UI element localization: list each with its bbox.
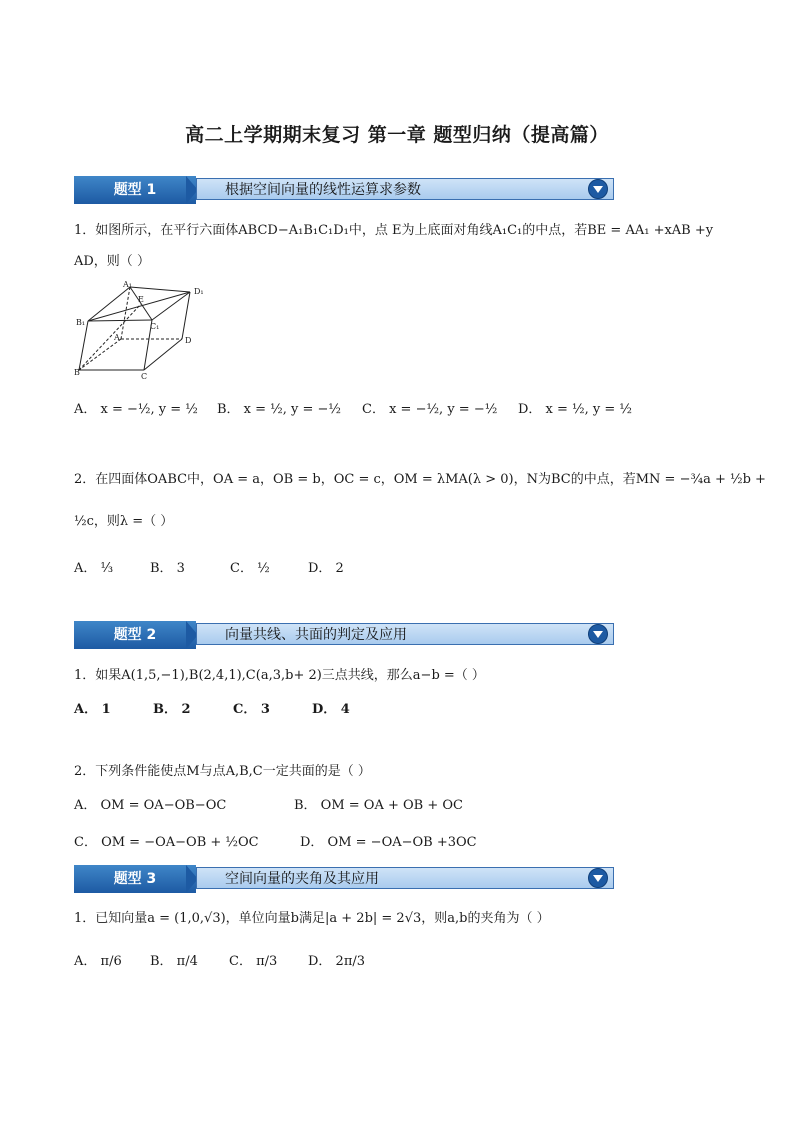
option-a[interactable]: A． 1 — [74, 702, 111, 717]
section-heading: 根据空间向量的线性运算求参数 — [196, 178, 614, 200]
label-A1: A₁ — [123, 280, 132, 289]
page-title: 高二上学期期末复习 第一章 题型归纳（提高篇） — [185, 124, 609, 146]
option-b[interactable]: B． 3 — [150, 561, 185, 576]
section-tag: 题型 1 — [74, 176, 196, 204]
section-heading: 向量共线、共面的判定及应用 — [196, 623, 614, 645]
label-B: B — [74, 368, 80, 377]
option-b[interactable]: B． 2 — [153, 702, 191, 717]
chevron-down-icon[interactable] — [588, 624, 608, 644]
option-c[interactable]: C． ½ — [230, 561, 270, 576]
option-d[interactable]: D． 2π/3 — [308, 954, 366, 969]
section-banner-2 — [74, 621, 614, 649]
option-d[interactable]: D． 2 — [308, 561, 344, 576]
section-tag: 题型 2 — [74, 621, 196, 649]
option-b[interactable]: B． x = ½, y = −½ — [217, 402, 342, 417]
option-c[interactable]: C． x = −½, y = −½ — [362, 402, 498, 417]
label-D1: D₁ — [194, 287, 204, 296]
question-text: 1．如果A(1,5,−1),B(2,4,1),C(a,3,b+ 2)三点共线，那么a−b =（ ） — [74, 668, 485, 683]
option-c[interactable]: C． π/3 — [229, 954, 278, 969]
label-D: D — [185, 336, 192, 345]
section-banner-3 — [74, 865, 614, 893]
option-a[interactable]: A． OM = OA−OB−OC — [74, 798, 227, 813]
section-heading: 空间向量的夹角及其应用 — [196, 867, 614, 889]
chevron-down-icon[interactable] — [588, 868, 608, 888]
chevron-down-icon[interactable] — [588, 179, 608, 199]
label-C: C — [141, 372, 148, 380]
option-b[interactable]: B． π/4 — [150, 954, 198, 969]
question-text-cont: AD，则（ ） — [74, 254, 150, 269]
section-tag: 题型 3 — [74, 865, 196, 893]
label-C1: C₁ — [150, 322, 160, 331]
option-b[interactable]: B． OM = OA + OB + OC — [294, 798, 463, 813]
question-text: 1．已知向量a = (1,0,√3)，单位向量b满足|a + 2b| = 2√3，则a,b的夹角为（ ） — [74, 911, 550, 926]
option-d[interactable]: D． 4 — [312, 702, 350, 717]
option-a[interactable]: A． π/6 — [74, 954, 122, 969]
question-text-cont: ½c，则λ =（ ） — [74, 514, 174, 529]
parallelepiped-figure — [74, 280, 214, 380]
question-text: 2．在四面体OABC中，OA = a，OB = b，OC = c，OM = λMA(λ > 0)，N为BC的中点，若MN = −¾a + ½b + — [74, 472, 766, 487]
option-a[interactable]: A． ⅓ — [74, 561, 114, 576]
question-text: 2．下列条件能使点M与点A,B,C一定共面的是（ ） — [74, 764, 371, 779]
option-d[interactable]: D． x = ½, y = ½ — [518, 402, 633, 417]
label-A: A — [114, 333, 120, 342]
label-B1: B₁ — [76, 318, 86, 327]
option-d[interactable]: D． OM = −OA−OB +3OC — [300, 835, 477, 850]
option-c[interactable]: C． OM = −OA−OB + ½OC — [74, 835, 259, 850]
label-E: E — [138, 295, 144, 304]
section-banner-1 — [74, 176, 614, 204]
question-text: 1．如图所示，在平行六面体ABCD−A₁B₁C₁D₁中，点 E为上底面对角线A₁C₁的中点，若BE = AA₁ +xAB +y — [74, 223, 714, 238]
option-a[interactable]: A． x = −½, y = ½ — [74, 402, 198, 417]
option-c[interactable]: C． 3 — [233, 702, 270, 717]
